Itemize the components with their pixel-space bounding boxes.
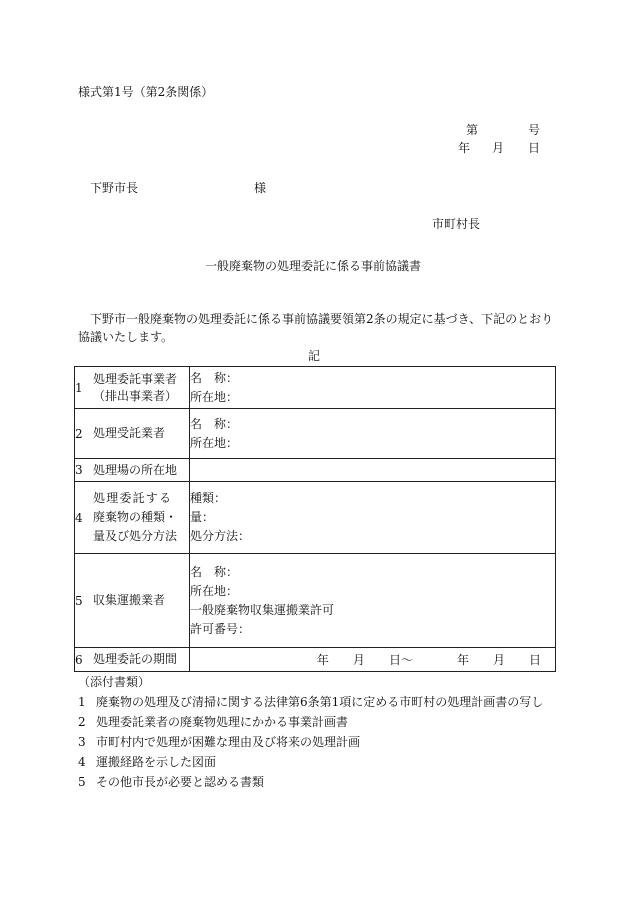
row-label-cell [75, 459, 190, 482]
body-text: 下野市一般廃棄物の処理委託に係る事前協議要領第2条の規定に基づき、下記のとおり協議いたします。 [78, 312, 554, 344]
row-label: 収集運搬業者 [93, 593, 166, 607]
field-address: 所在地： [190, 389, 239, 404]
row-label: 処理委託事業者 [93, 371, 178, 386]
list-item: 3 市町村内で処理が困難な理由及び将来の処理計画 [78, 735, 361, 749]
table-row [75, 409, 556, 459]
date-month: 月 [492, 141, 505, 155]
row-number: 6 [75, 652, 83, 667]
table-row [75, 554, 556, 648]
row-label: 処理場の所在地 [93, 462, 178, 477]
row-value-cell [190, 367, 556, 409]
addressee-name: 下野市長 [90, 181, 139, 195]
table-row [75, 482, 556, 554]
period-start-year: 年 [316, 653, 329, 667]
period-end-day: 日 [528, 653, 541, 667]
row-number: 4 [75, 510, 83, 525]
ki-heading: 記 [308, 349, 321, 363]
field-quantity: 量： [190, 510, 215, 524]
row-value-cell [190, 482, 556, 554]
field-disposal-method: 処分方法： [190, 529, 251, 543]
row-number: 2 [75, 426, 83, 441]
row-value-cell [190, 554, 556, 648]
row-label: 処理委託の期間 [93, 652, 178, 666]
row-label: 廃棄物の種類・ [93, 510, 178, 524]
field-license-number: 許可番号： [190, 621, 251, 636]
document-number-prefix: 第 [466, 123, 479, 137]
date-year: 年 [458, 141, 471, 155]
attachments-list [78, 692, 543, 792]
table-row [75, 367, 556, 409]
consultation-table [74, 366, 556, 672]
row-label-cell [75, 554, 190, 648]
field-address: 所在地： [190, 435, 239, 450]
period-range [190, 651, 555, 668]
row-label-cell [75, 482, 190, 554]
sender-label: 市町村長 [432, 217, 481, 231]
list-item: 4 運搬経路を示した図面 [78, 755, 217, 769]
list-item: 5 その他市長が必要と認める書類 [78, 775, 265, 789]
table-row [75, 459, 556, 482]
field-address: 所在地： [190, 583, 239, 598]
row-value-cell [190, 459, 556, 482]
list-item: 2 処理委託業者の廃棄物処理にかかる事業計画書 [78, 715, 349, 729]
row-label: 処理委託する [93, 491, 173, 505]
row-label-cell [75, 409, 190, 459]
field-name: 名 称： [190, 564, 239, 579]
row-value-cell [190, 409, 556, 459]
period-start-day: 日〜 [388, 653, 413, 667]
document-title: 一般廃棄物の処理委託に係る事前協議書 [205, 259, 422, 273]
addressee-honorific: 様 [254, 181, 267, 195]
row-value-cell [190, 648, 556, 672]
row-label: （排出事業者） [93, 388, 178, 403]
form-number-label: 様式第1号（第2条関係） [78, 85, 214, 99]
date-day: 日 [528, 141, 541, 155]
row-number: 1 [75, 380, 83, 395]
table-row [75, 648, 556, 672]
field-name: 名 称： [190, 416, 239, 431]
row-label: 量及び処分方法 [93, 529, 178, 543]
attachments-heading: （添付書類） [78, 675, 151, 689]
row-label: 処理受託業者 [93, 426, 166, 440]
field-name: 名 称： [190, 370, 239, 385]
period-end-year: 年 [456, 653, 469, 667]
row-number: 5 [75, 593, 83, 608]
list-item: 1 廃棄物の処理及び清掃に関する法律第6条第1項に定める市町村の処理計画書の写し [78, 695, 544, 709]
row-label-cell [75, 648, 190, 672]
row-label-cell [75, 367, 190, 409]
period-end-month: 月 [492, 653, 505, 667]
period-start-month: 月 [352, 653, 365, 667]
field-type: 種類： [190, 491, 227, 505]
field-license: 一般廃棄物収集運搬業許可 [190, 602, 335, 617]
row-number: 3 [75, 463, 83, 477]
document-number-suffix: 号 [528, 123, 541, 137]
